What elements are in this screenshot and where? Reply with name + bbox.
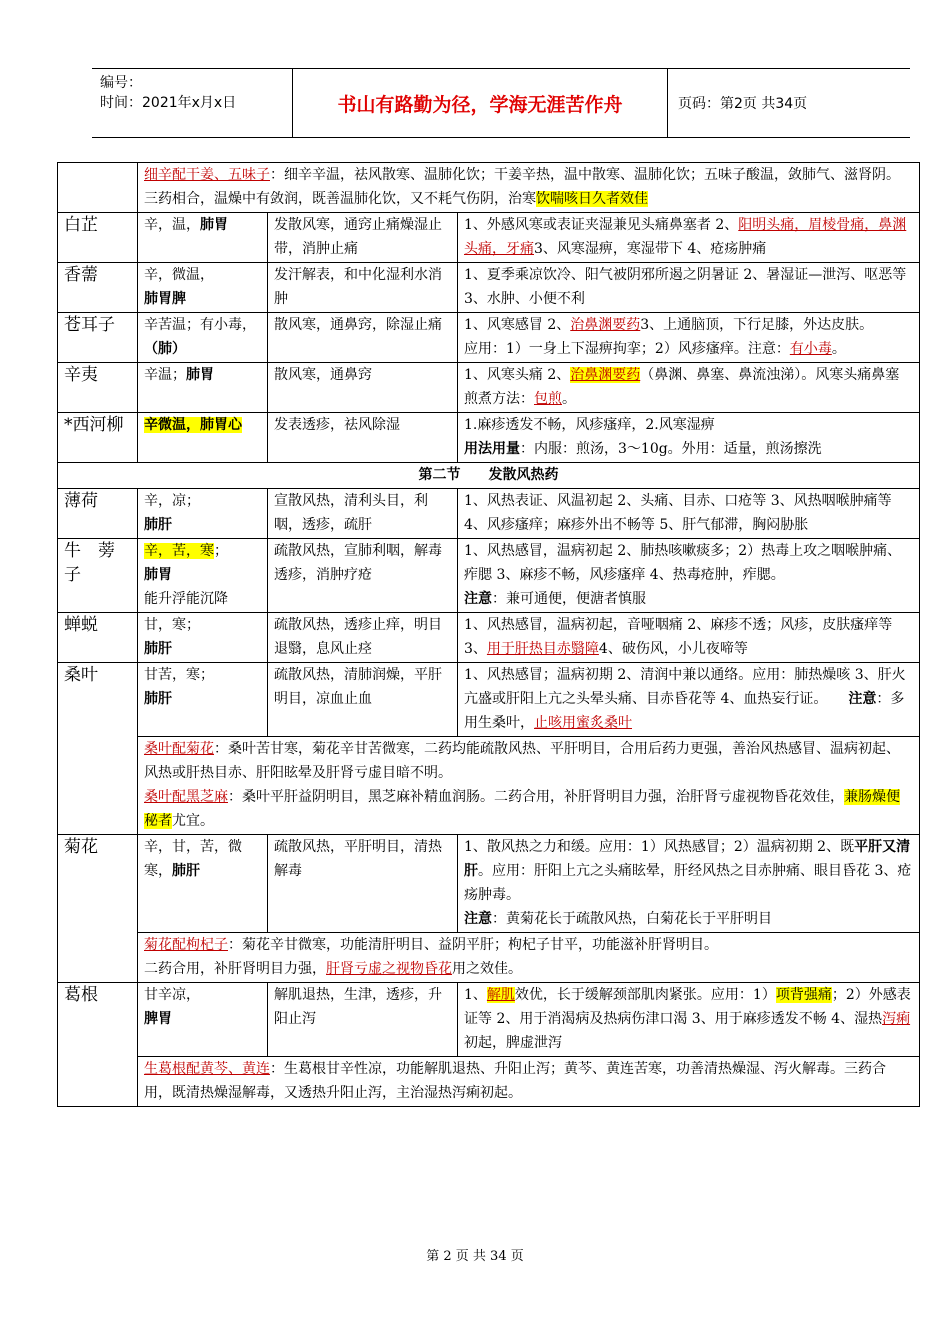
table-row xyxy=(58,983,920,1057)
table-row xyxy=(58,489,920,539)
herb-name: 白芷 xyxy=(58,213,138,263)
herb-effect: 疏散风热，宣肺利咽，解毒透疹，消肿疗疮 xyxy=(268,539,458,613)
herb-effect: 疏散风热，清肺润燥，平肝明目，凉血止血 xyxy=(268,663,458,737)
herb-nature: 辛苦温；有小毒，（肺） xyxy=(138,313,268,363)
herb-effect: 发汗解表，和中化湿利水消肿 xyxy=(268,263,458,313)
herb-nature: 甘辛凉， 脾胃 xyxy=(138,983,268,1057)
herb-nature: 辛，微温， 肺胃脾 xyxy=(138,263,268,313)
table-row xyxy=(58,263,920,313)
herb-effect: 散风寒，通鼻窍，除湿止痛 xyxy=(268,313,458,363)
pair-note: 桑叶配菊花：桑叶苦甘寒，菊花辛甘苦微寒，二药均能疏散风热、平肝明目，合用后药力更强，善治风热感冒、温病初起、风热或肝热目赤、肝阳眩晕及肝肾亏虚目暗不明。 桑叶配黑芝麻：桑叶平肝益阴明目，黑芝麻补精血润肠。二药合用，补肝肾明目力强，治肝肾亏虚视物昏花效佳，兼肠燥便秘者尤宜。 xyxy=(138,737,920,835)
herb-use: 1、风寒头痛 2、治鼻渊要药（鼻渊、鼻塞、鼻流浊涕）。风寒头痛鼻塞 煎煮方法：包煎。 xyxy=(458,363,920,413)
herb-table xyxy=(57,162,920,1107)
herb-use: 1、风热感冒，温病初起 2、肺热咳嗽痰多；2）热毒上攻之咽喉肿痛、痄腮 3、麻疹不畅，风疹瘙痒 4、热毒疮肿，痄腮。 注意：兼可通便，便溏者慎服 xyxy=(458,539,920,613)
herb-use: 1、风寒感冒 2、治鼻渊要药3、上通脑顶，下行足膝，外达皮肤。 应用：1）一身上下湿痹拘挛；2）风疹瘙痒。注意：有小毒。 xyxy=(458,313,920,363)
herb-nature: 辛，甘，苦，微寒，肺肝 xyxy=(138,835,268,933)
section-title: 第二节 发散风热药 xyxy=(58,463,920,489)
table-row xyxy=(58,737,920,835)
herb-use: 1、风热表证、风温初起 2、头痛、目赤、口疮等 3、风热咽喉肿痛等 4、风疹瘙痒；麻疹外出不畅等 5、肝气郁滞，胸闷胁胀 xyxy=(458,489,920,539)
herb-use: 1、外感风寒或表证夹湿兼见头痛鼻塞者 2、阳明头痛，眉棱骨痛，鼻渊头痛，牙痛3、风寒湿痹，寒湿带下 4、疮疡肿痛 xyxy=(458,213,920,263)
herb-use: 1、风热感冒，温病初起，音哑咽痛 2、麻疹不透；风疹，皮肤瘙痒等 3、用于肝热目赤翳障4、破伤风，小儿夜啼等 xyxy=(458,613,920,663)
herb-name: 菊花 xyxy=(58,835,138,983)
page-header xyxy=(92,68,910,138)
table-row xyxy=(58,413,920,463)
herb-nature: 辛温；肺胃 xyxy=(138,363,268,413)
herb-effect: 发表透疹，祛风除湿 xyxy=(268,413,458,463)
herb-name: 蝉蜕 xyxy=(58,613,138,663)
herb-effect: 宣散风热，清利头目，利咽，透疹，疏肝 xyxy=(268,489,458,539)
herb-use: 1、风热感冒；温病初期 2、清润中兼以通络。应用：肺热燥咳 3、肝火亢盛或肝阳上亢之头晕头痛、目赤昏花等 4、血热妄行证。 注意：多用生桑叶，止咳用蜜炙桑叶 xyxy=(458,663,920,737)
herb-nature: 辛，凉； 肺肝 xyxy=(138,489,268,539)
page-label: 页码：第2页 共34页 xyxy=(678,96,808,112)
time-label: 时间：2021年x月x日 xyxy=(100,95,237,111)
table-row xyxy=(58,213,920,263)
herb-nature: 辛，苦，寒； 肺胃 能升浮能沉降 xyxy=(138,539,268,613)
table-row xyxy=(58,663,920,737)
herb-nature: 辛微温，肺胃心 xyxy=(138,413,268,463)
page-footer: 第 2 页 共 34 页 xyxy=(426,1249,524,1264)
table-row xyxy=(58,463,920,489)
table-row xyxy=(58,313,920,363)
herb-nature: 辛，温，肺胃 xyxy=(138,213,268,263)
table-row xyxy=(58,1057,920,1107)
herb-name: 薄荷 xyxy=(58,489,138,539)
table-row xyxy=(58,539,920,613)
herb-use: 1、解肌效优，长于缓解颈部肌肉紧张。应用：1）项背强痛；2）外感表证等 2、用于消渴病及热病伤津口渴 3、用于麻疹透发不畅 4、湿热泻痢初起，脾虚泄泻 xyxy=(458,983,920,1057)
herb-use: 1、散风热之力和缓。应用：1）风热感冒；2）温病初期 2、既平肝又清肝。应用：肝阳上亢之头痛眩晕，肝经风热之目赤肿痛、眼目昏花 3、疮疡肿毒。 注意：黄菊花长于疏散风热，白菊花长于平肝明目 xyxy=(458,835,920,933)
herb-name: 葛根 xyxy=(58,983,138,1107)
number-label: 编号： xyxy=(100,75,142,91)
herb-effect: 疏散风热，透疹止痒，明目退翳，息风止痉 xyxy=(268,613,458,663)
herb-name: *西河柳 xyxy=(58,413,138,463)
table-row xyxy=(58,613,920,663)
herb-effect: 发散风寒，通窍止痛燥湿止带，消肿止痛 xyxy=(268,213,458,263)
herb-effect: 解肌退热，生津，透疹，升阳止泻 xyxy=(268,983,458,1057)
herb-name: 辛夷 xyxy=(58,363,138,413)
table-row xyxy=(58,835,920,933)
pair-note: 细辛配干姜、五味子：细辛辛温，祛风散寒、温肺化饮；干姜辛热，温中散寒、温肺化饮；五味子酸温，敛肺气、滋肾阴。三药相合，温燥中有敛润，既善温肺化饮，又不耗气伤阴，治寒饮喘咳日久者效佳 xyxy=(138,163,920,213)
motto: 书山有路勤为径，学海无涯苦作舟 xyxy=(292,69,668,137)
pair-note: 生葛根配黄芩、黄连：生葛根甘辛性凉，功能解肌退热、升阳止泻；黄芩、黄连苦寒，功善清热燥湿、泻火解毒。三药合用，既清热燥湿解毒，又透热升阳止泻，主治湿热泻痢初起。 xyxy=(138,1057,920,1107)
herb-name: 苍耳子 xyxy=(58,313,138,363)
table-row xyxy=(58,933,920,983)
herb-use: 1.麻疹透发不畅，风疹瘙痒，2.风寒湿痹 用法用量：内服：煎汤，3～10g。外用：适量，煎汤擦洗 xyxy=(458,413,920,463)
herb-nature: 甘苦，寒； 肺肝 xyxy=(138,663,268,737)
pair-note: 菊花配枸杞子：菊花辛甘微寒，功能清肝明目、益阴平肝；枸杞子甘平，功能滋补肝肾明目。 二药合用，补肝肾明目力强，肝肾亏虚之视物昏花用之效佳。 xyxy=(138,933,920,983)
herb-effect: 散风寒，通鼻窍 xyxy=(268,363,458,413)
herb-use: 1、夏季乘凉饮冷、阳气被阴邪所遏之阴暑证 2、暑湿证—泄泻、呕恶等 3、水肿、小便不利 xyxy=(458,263,920,313)
herb-name: 牛 蒡子 xyxy=(58,539,138,613)
table-row xyxy=(58,363,920,413)
herb-name: 桑叶 xyxy=(58,663,138,835)
herb-effect: 疏散风热，平肝明目，清热解毒 xyxy=(268,835,458,933)
herb-name: 香薷 xyxy=(58,263,138,313)
herb-nature: 甘，寒； 肺肝 xyxy=(138,613,268,663)
header-meta xyxy=(100,73,292,113)
table-row xyxy=(58,163,920,213)
